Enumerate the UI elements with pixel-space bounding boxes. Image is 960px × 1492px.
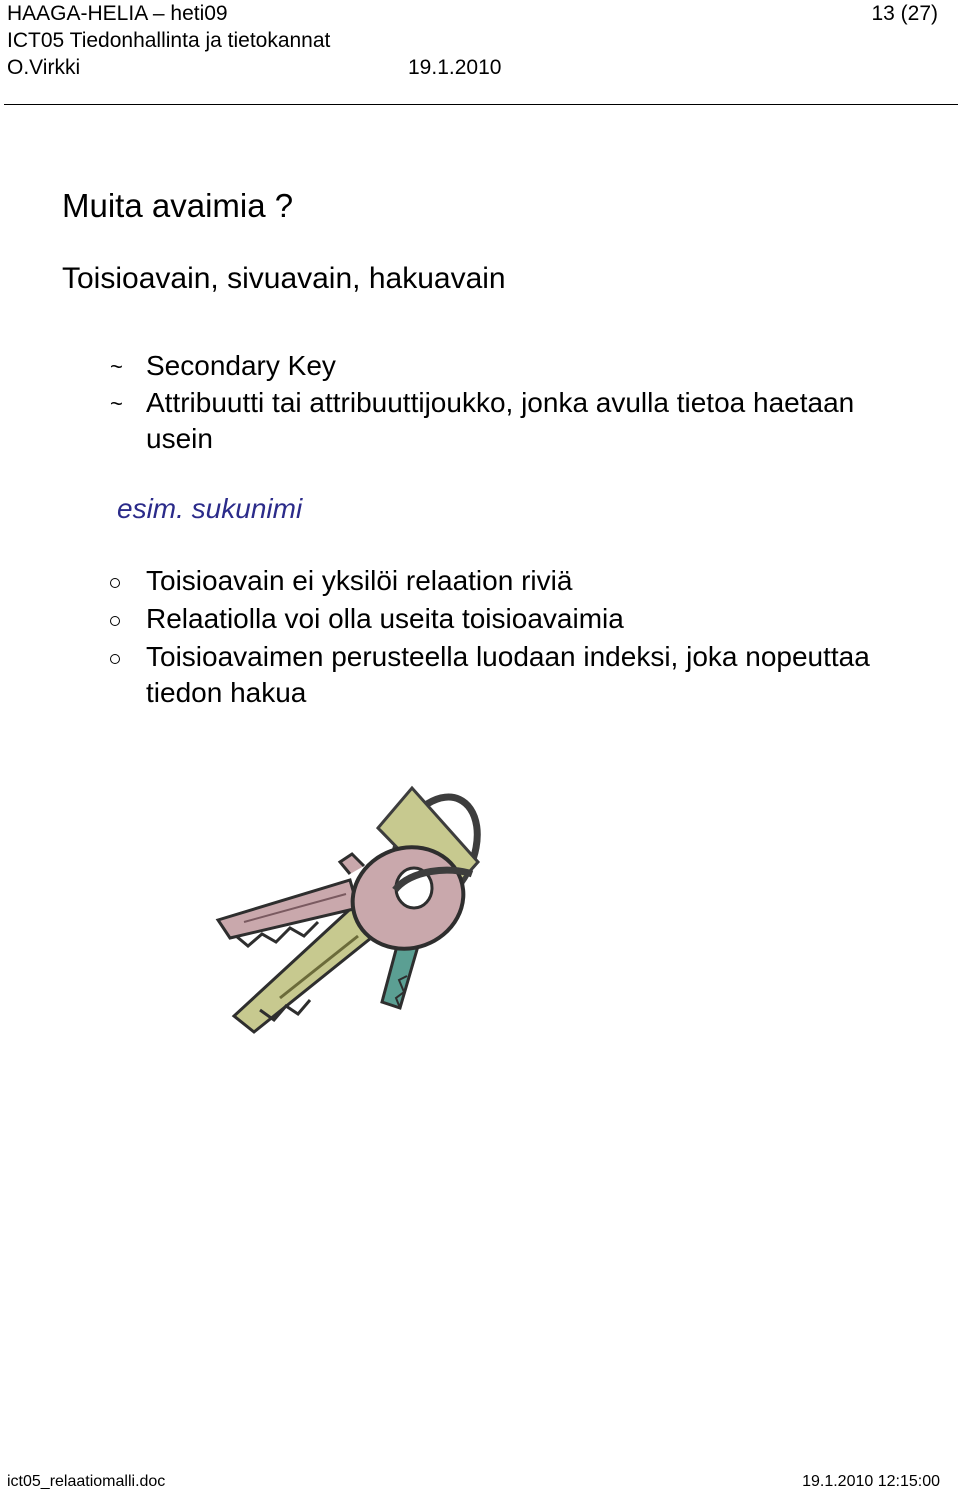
definition-item: Secondary Key	[146, 350, 336, 381]
page-subheading: Toisioavain, sivuavain, hakuavain	[62, 262, 506, 295]
header-author: O.Virkki	[7, 56, 81, 79]
bullet-item: Toisioavain ei yksilöi relaation riviä	[146, 565, 573, 596]
header-org: HAAGA-HELIA – heti09	[7, 2, 228, 25]
header-date: 19.1.2010	[408, 56, 502, 79]
bullet-item-continuation: tiedon hakua	[146, 677, 307, 708]
header-page-number: 13 (27)	[871, 2, 938, 25]
footer-timestamp: 19.1.2010 12:15:00	[802, 1473, 940, 1490]
bullet-dot	[110, 654, 120, 664]
definition-item-continuation: usein	[146, 423, 213, 454]
keys-clipart-icon	[200, 770, 520, 1050]
bullet-dot	[110, 578, 120, 588]
tilde-marker: ~	[110, 391, 123, 416]
example-text: esim. sukunimi	[117, 493, 303, 524]
page-heading: Muita avaimia ?	[62, 187, 294, 224]
bullet-item: Toisioavaimen perusteella luodaan indeksi, joka nopeuttaa	[146, 641, 870, 672]
header-course: ICT05 Tiedonhallinta ja tietokannat	[7, 29, 331, 52]
bullet-dot	[110, 616, 120, 626]
footer-filename: ict05_relaatiomalli.doc	[7, 1473, 166, 1490]
tilde-marker: ~	[110, 354, 123, 379]
header-divider	[4, 104, 958, 105]
bullet-item: Relaatiolla voi olla useita toisioavaimia	[146, 603, 624, 634]
definition-item: Attribuutti tai attribuuttijoukko, jonka avulla tietoa haetaan	[146, 387, 855, 418]
